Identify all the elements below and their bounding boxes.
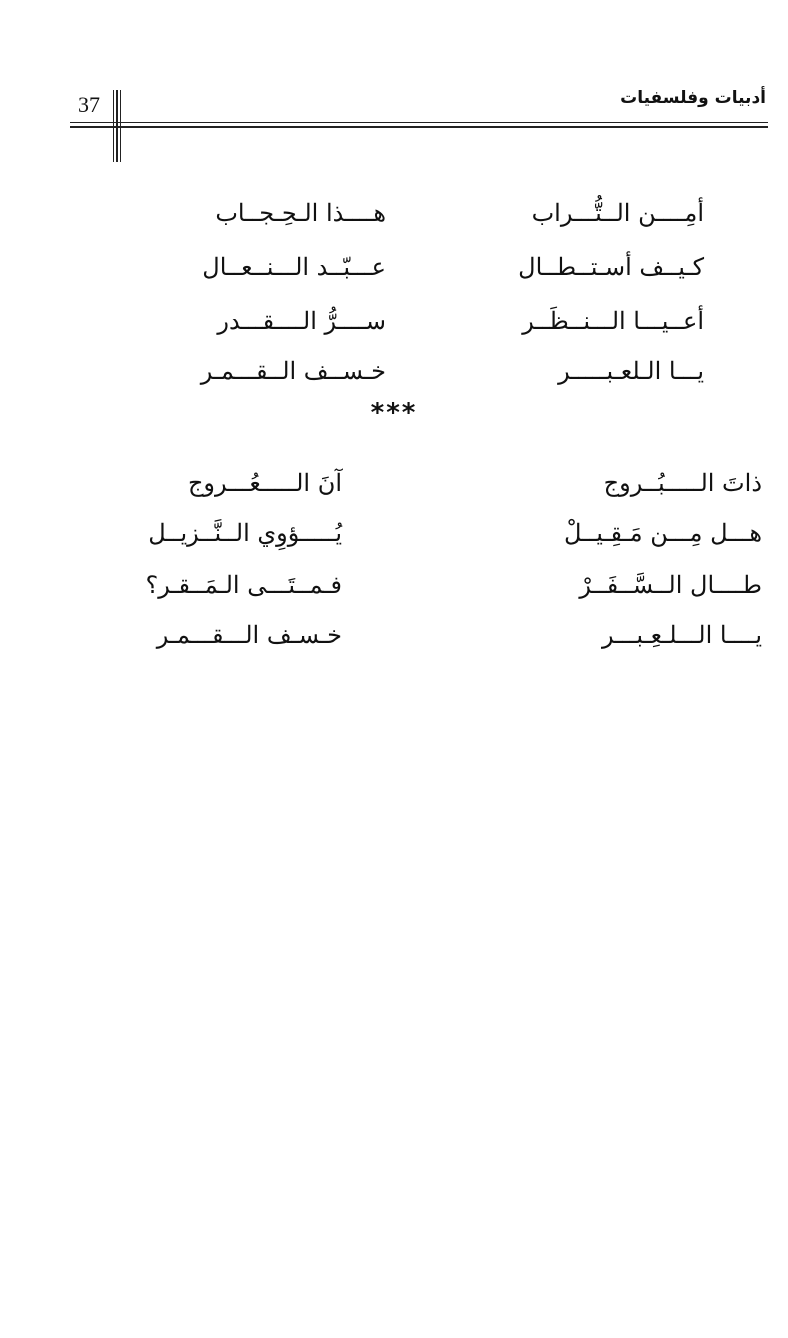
verse-line (70, 518, 762, 548)
verse-first-hemistich: أمِــــن الــتُّـــراب (531, 199, 704, 227)
verse-first-hemistich: يــــا الـــلـعِـبـــر (602, 621, 762, 649)
header-rule-bottom (70, 126, 768, 128)
verse-second-hemistich: خـســف الــقـــمـر (200, 357, 386, 385)
verse-second-hemistich: هــــذا الـحِـجــاب (215, 199, 386, 227)
verse-second-hemistich: آنَ الـــــعُـــروج (187, 469, 342, 497)
verse-line (120, 252, 704, 282)
verse-first-hemistich: ذاتَ الـــــبُــروج (603, 469, 762, 497)
verse-second-hemistich: فـمــتَـــى الـمَــقـر؟ (145, 571, 342, 599)
header-rule-vertical (113, 90, 114, 162)
running-title: أدبيات وفلسفيات (620, 88, 766, 108)
verse-line (120, 198, 704, 228)
stanza-separator: *** (370, 398, 418, 428)
verse-first-hemistich: هـــل مِـــن مَـقِـيــلْ (564, 519, 762, 547)
verse-line (70, 570, 762, 600)
verse-first-hemistich: كـيــف أسـتــطــال (518, 253, 704, 281)
verse-line (120, 306, 704, 336)
verse-second-hemistich: خـسـف الـــقـــمـر (156, 621, 342, 649)
verse-second-hemistich: يُـــــؤوِي الــنَّــزيــل (148, 519, 342, 547)
page-number: 37 (78, 92, 100, 117)
header-rule-vertical (116, 90, 118, 162)
verse-first-hemistich: أعــيـــا الـــنــظَــر (522, 307, 704, 335)
verse-line (120, 356, 704, 386)
verse-second-hemistich: عـــبّــد الـــنــعــال (202, 253, 386, 281)
verse-second-hemistich: ســــرُّ الــــقـــدر (217, 307, 386, 335)
verse-line (70, 468, 762, 498)
verse-first-hemistich: طــــال الــسَّــفَــرْ (579, 571, 762, 599)
verse-first-hemistich: يـــا الـلعـبـــــر (558, 357, 704, 385)
header-rule-top (70, 122, 768, 123)
verse-line (70, 620, 762, 650)
header-rule-vertical (120, 90, 121, 162)
